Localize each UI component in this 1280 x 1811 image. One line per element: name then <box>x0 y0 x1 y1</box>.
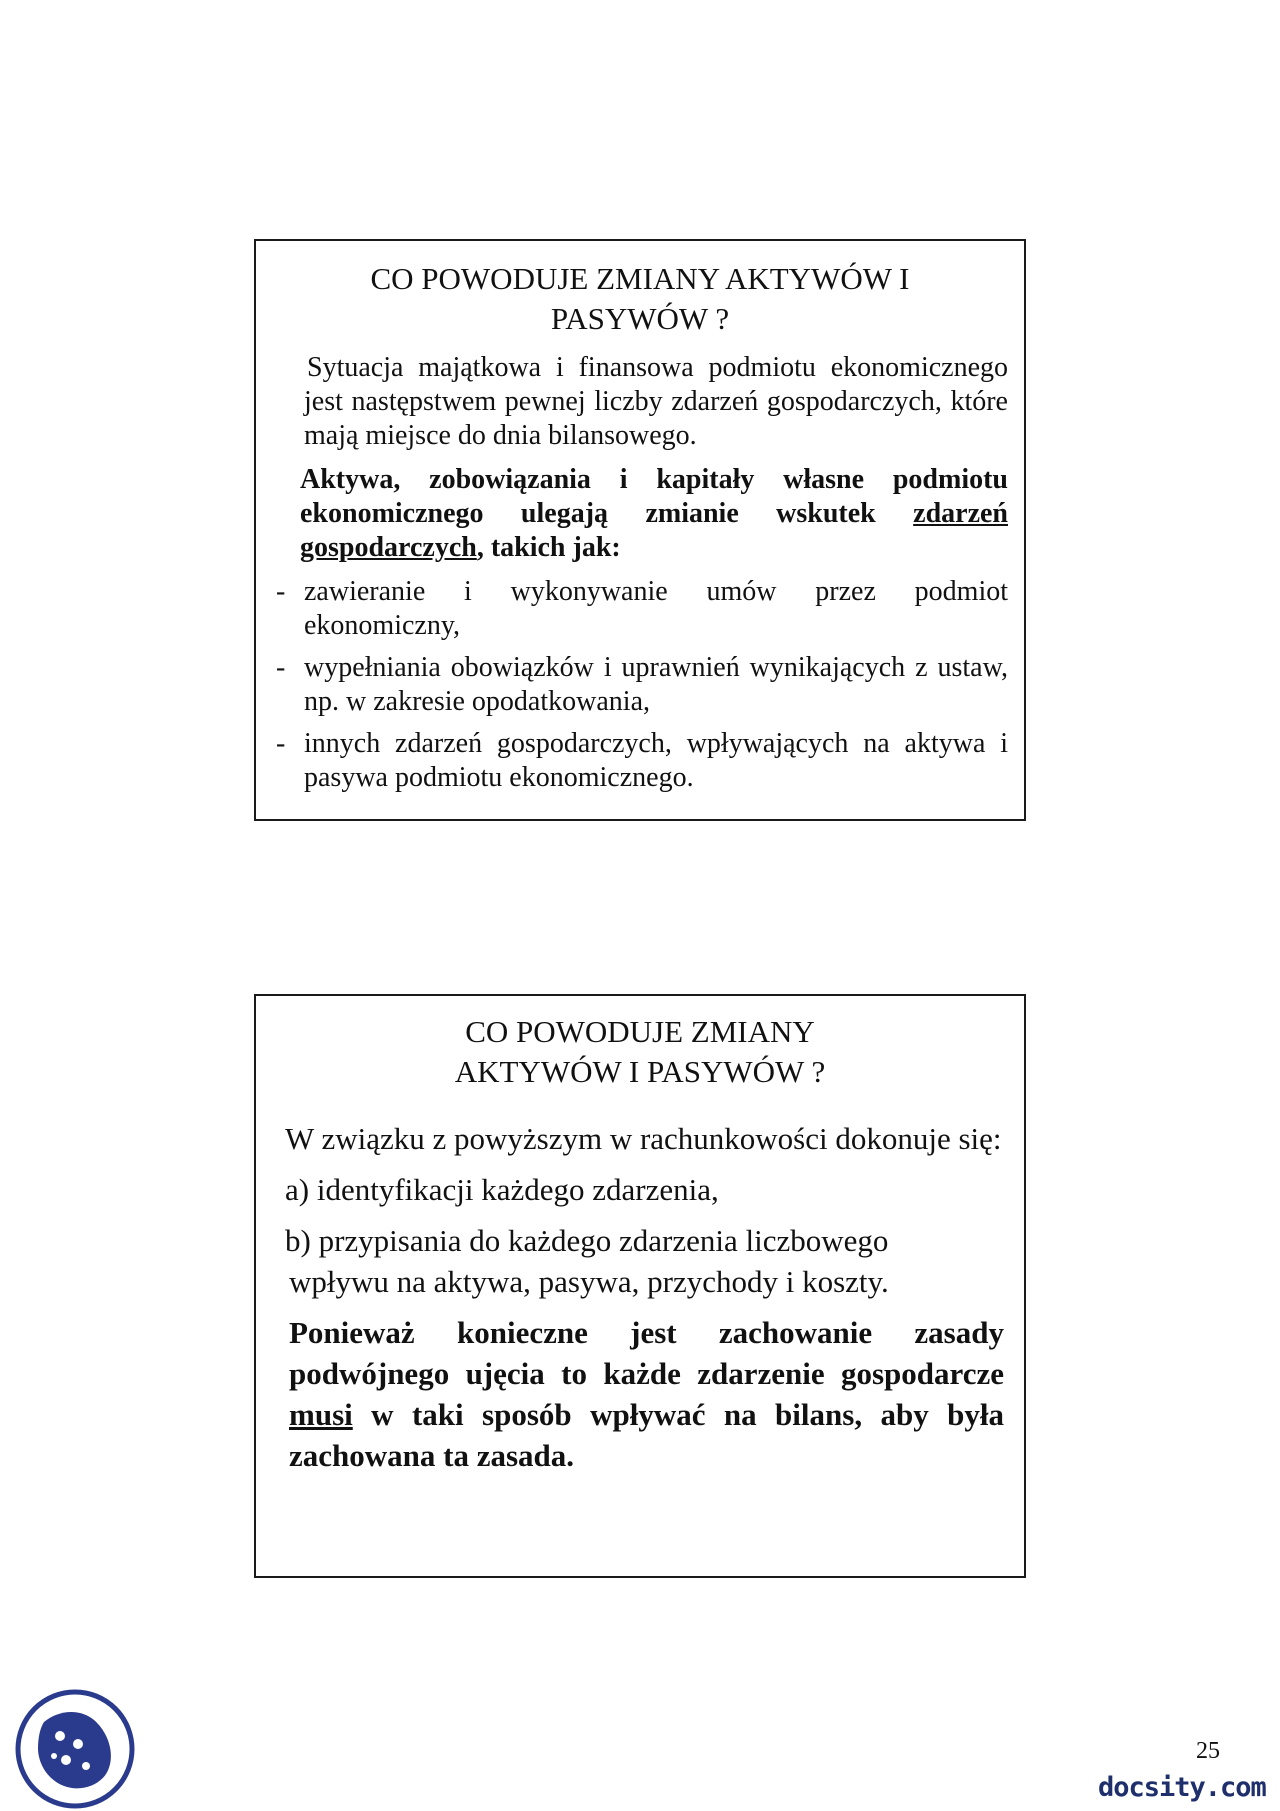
page-number: 25 <box>1196 1738 1220 1764</box>
slide-2-title <box>276 1012 1004 1092</box>
slide-1-title-line-2: PASYWÓW ? <box>550 301 730 336</box>
slide-2-item-a: a) identyfikacji każdego zdarzenia, <box>285 1172 719 1207</box>
slide-2-bold-text-after: w taki sposób wpływać na bilans, aby była zachowana ta zasada. <box>289 1397 1004 1473</box>
bullet-dash: - <box>276 728 286 759</box>
slide-2-title-line-1: CO POWODUJE ZMIANY <box>465 1014 815 1049</box>
slide-1 <box>254 239 1026 821</box>
slide-2 <box>254 994 1026 1578</box>
slide-1-bullet-1-text: zawieranie i wykonywanie umów przez podmiot ekonomiczny, <box>304 576 1008 641</box>
docsity-logo-icon[interactable] <box>14 1688 136 1810</box>
slide-1-title <box>272 259 1008 339</box>
slide-2-item-b-line-2: wpływu na aktywa, pasywa, przychody i koszty. <box>289 1264 889 1299</box>
slide-1-bold-text-before: Aktywa, zobowiązania i kapitały własne podmiotu ekonomicznego ulegają zmianie wskutek <box>300 464 1008 529</box>
slide-2-paragraph-1: W związku z powyższym w rachunkowości dokonuje się: <box>285 1121 1002 1156</box>
docsity-brand-link[interactable]: docsity.com <box>1098 1772 1266 1803</box>
slide-1-bold-paragraph <box>300 463 1008 565</box>
slide-2-item-b <box>285 1220 1004 1302</box>
slide-1-paragraph-1: Sytuacja majątkowa i finansowa podmiotu ekonomicznego jest następstwem pewnej liczby zdarzeń gospodarczych, które mają miejsce do dnia bilansowego. <box>304 352 1008 451</box>
slide-1-underlined-term: zdarzeń gospodarczych <box>300 498 1008 563</box>
slide-1-bullet-2 <box>276 651 1008 719</box>
slide-1-title-line-1: CO POWODUJE ZMIANY AKTYWÓW I <box>370 261 910 296</box>
slide-1-bullet-3-text: innych zdarzeń gospodarczych, wpływających na aktywa i pasywa podmiotu ekonomicznego. <box>304 728 1008 793</box>
slide-2-bold-paragraph <box>289 1312 1004 1476</box>
bullet-dash: - <box>276 576 286 607</box>
slide-1-bold-text-after: , takich jak: <box>476 532 621 563</box>
bullet-dash: - <box>276 652 286 683</box>
slide-1-bullet-2-text: wypełniania obowiązków i uprawnień wynikających z ustaw, np. w zakresie opodatkowania, <box>304 652 1008 717</box>
slide-1-bullet-1 <box>276 575 1008 643</box>
slide-1-bullet-3 <box>276 727 1008 795</box>
slide-2-bold-text-before: Ponieważ konieczne jest zachowanie zasady podwójnego ujęcia to każde zdarzenie gospodarcze <box>289 1315 1004 1391</box>
slide-2-underlined-term: musi <box>289 1397 353 1432</box>
slide-2-title-line-2: AKTYWÓW I PASYWÓW ? <box>454 1054 826 1089</box>
slide-2-item-b-line-1: b) przypisania do każdego zdarzenia liczbowego <box>285 1223 889 1258</box>
